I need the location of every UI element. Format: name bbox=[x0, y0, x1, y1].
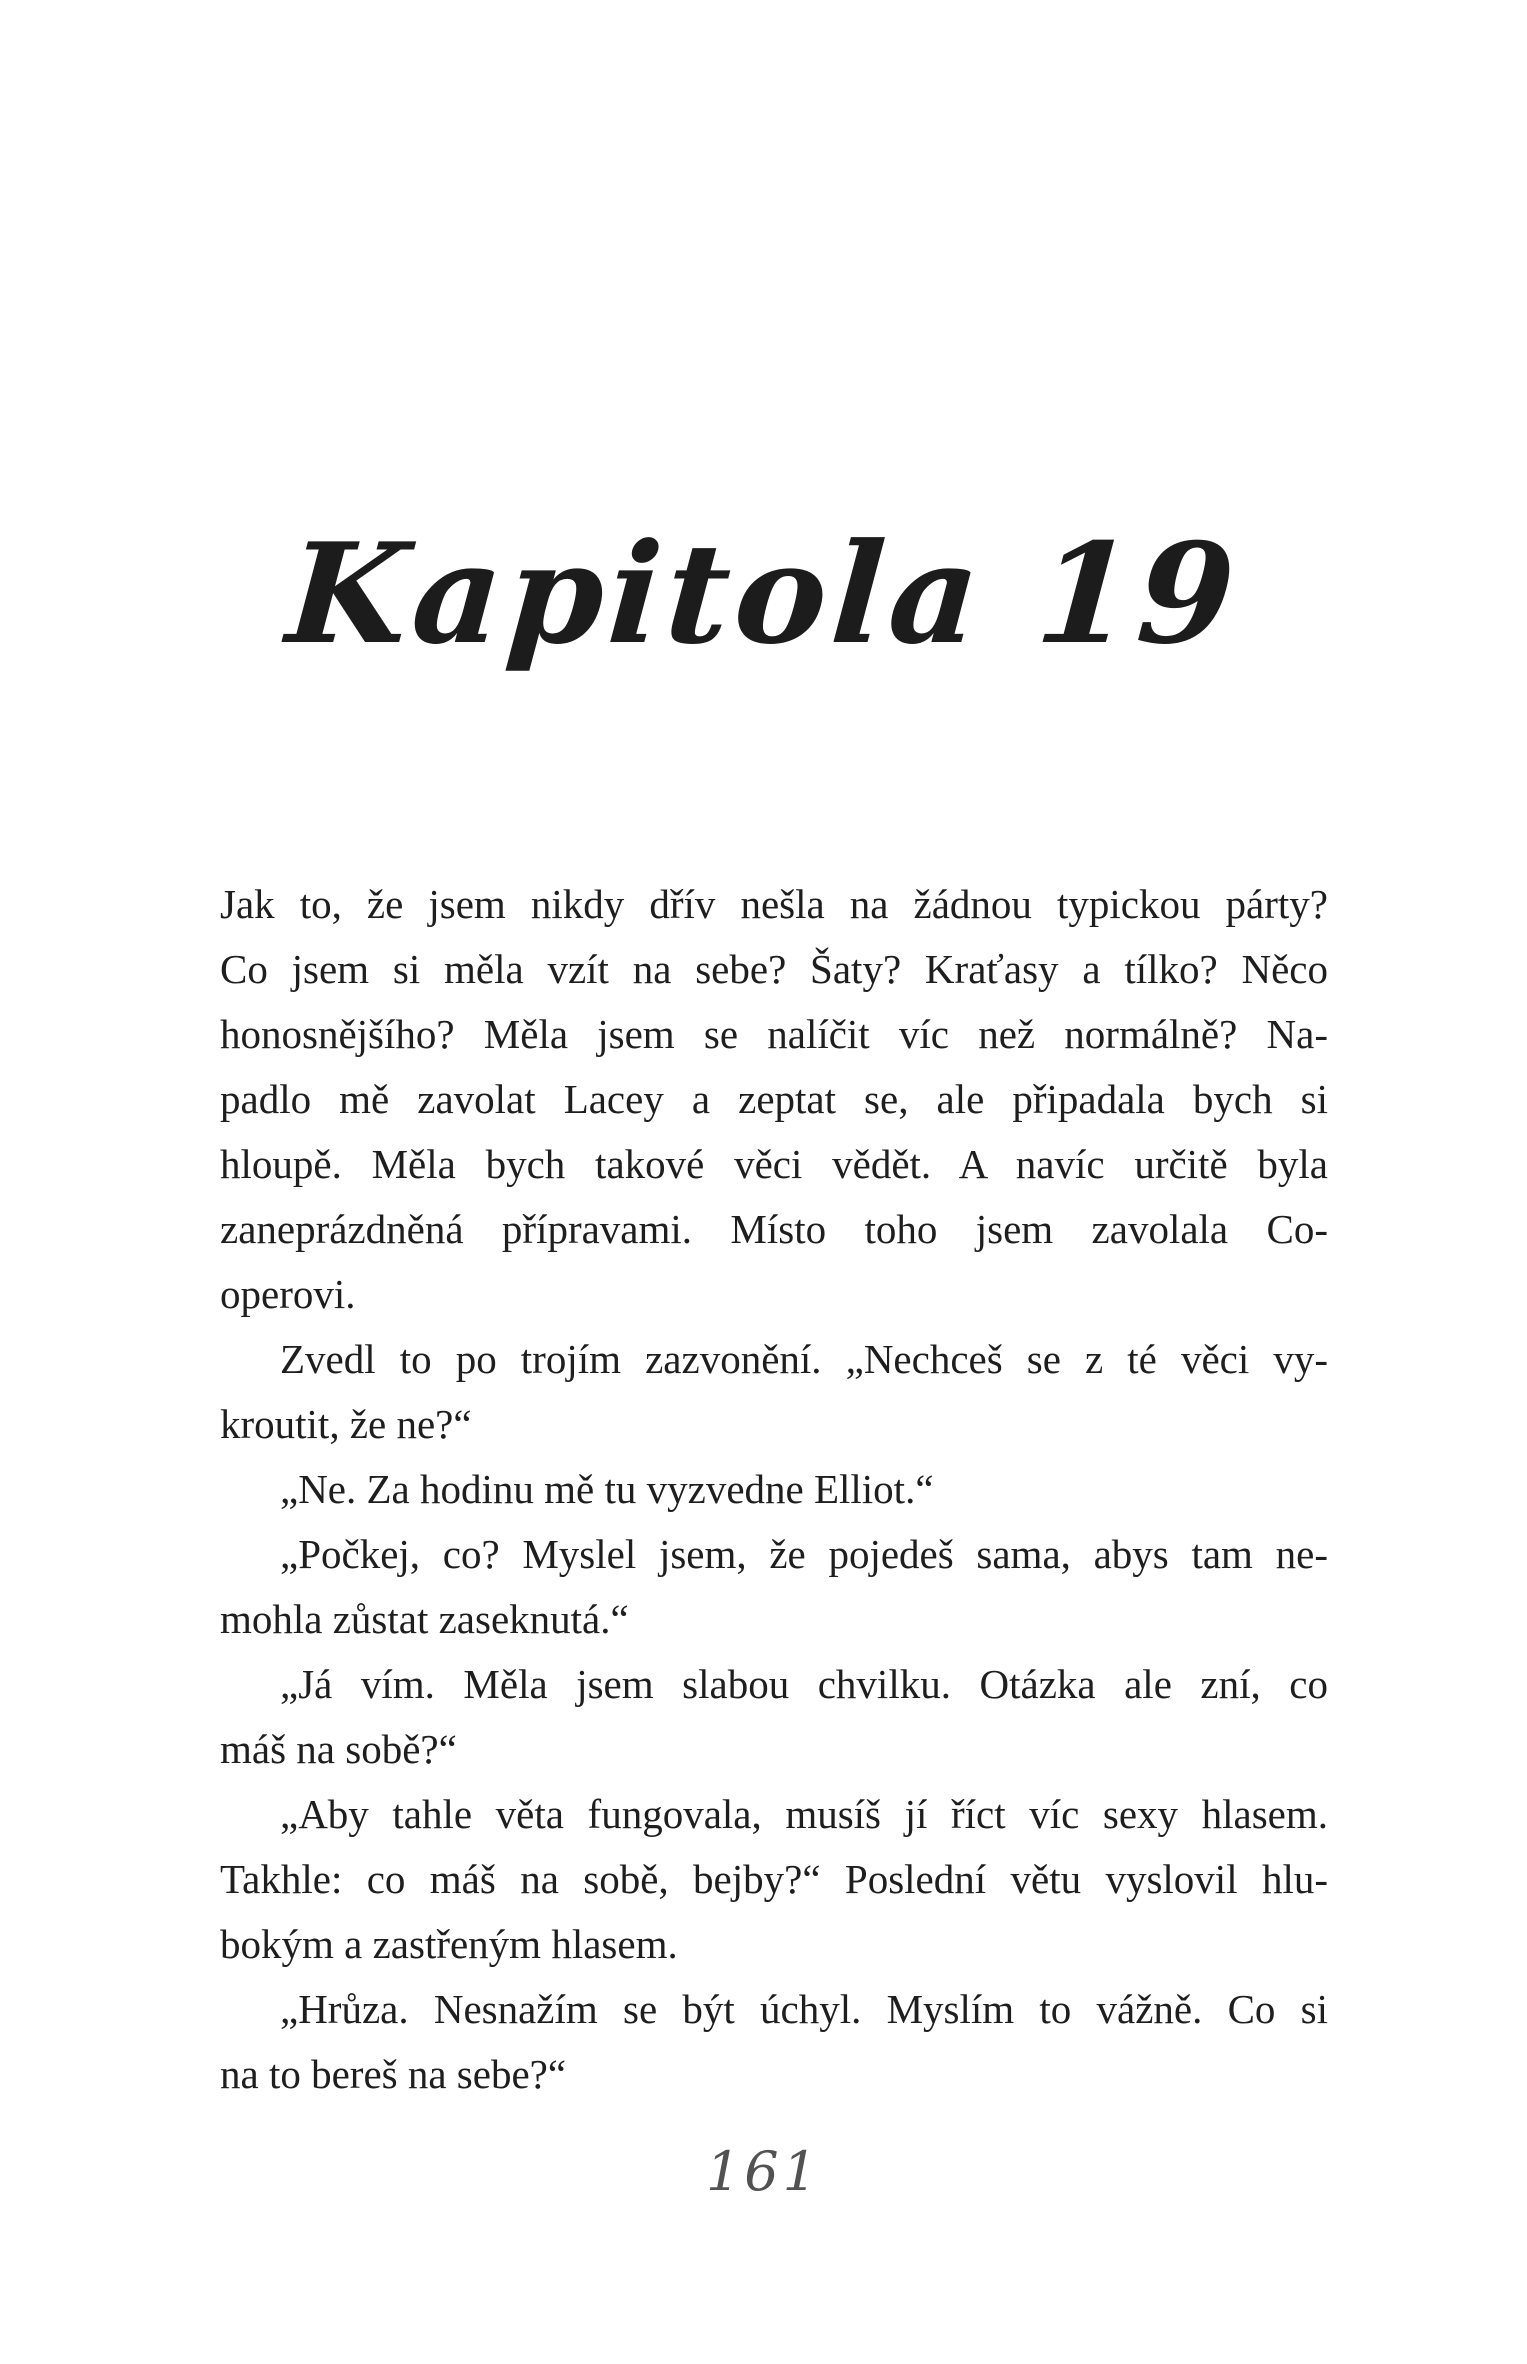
text-line: padlo mě zavolat Lacey a zeptat se, ale připadala bych si bbox=[220, 1076, 1328, 1122]
text-line: bokým a zastřeným hlasem. bbox=[220, 1921, 678, 1967]
paragraph bbox=[220, 1782, 1328, 1977]
chapter-title: Kapitola 19 bbox=[282, 512, 1245, 675]
paragraph bbox=[220, 1522, 1328, 1652]
text-line: honosnějšího? Měla jsem se nalíčit víc než normálně? Na- bbox=[220, 1011, 1328, 1057]
text-line: „Já vím. Měla jsem slabou chvilku. Otázka ale zní, co bbox=[280, 1661, 1328, 1707]
text-line: zaneprázdněná přípravami. Místo toho jsem zavolala Co- bbox=[220, 1206, 1328, 1252]
body-text bbox=[220, 872, 1328, 2107]
paragraph bbox=[220, 1652, 1328, 1782]
text-line: „Ne. Za hodinu mě tu vyzvedne Elliot.“ bbox=[280, 1466, 934, 1512]
text-line: na to bereš na sebe?“ bbox=[220, 2051, 567, 2097]
paragraph bbox=[220, 872, 1328, 1327]
paragraph bbox=[220, 1457, 1328, 1522]
text-line: kroutit, že ne?“ bbox=[220, 1401, 472, 1447]
paragraph bbox=[220, 1977, 1328, 2107]
text-line: hloupě. Měla bych takové věci vědět. A navíc určitě byla bbox=[220, 1141, 1328, 1187]
text-line: Jak to, že jsem nikdy dřív nešla na žádnou typickou párty? bbox=[220, 881, 1328, 927]
page-number: 161 bbox=[705, 2140, 822, 2203]
text-line: operovi. bbox=[220, 1271, 356, 1317]
text-line: máš na sobě?“ bbox=[220, 1726, 457, 1772]
text-line: Co jsem si měla vzít na sebe? Šaty? Kraťasy a tílko? Něco bbox=[220, 946, 1328, 992]
text-line: Takhle: co máš na sobě, bejby?“ Poslední větu vyslovil hlu- bbox=[220, 1856, 1328, 1902]
text-line: „Hrůza. Nesnažím se být úchyl. Myslím to vážně. Co si bbox=[280, 1986, 1328, 2032]
text-line: „Počkej, co? Myslel jsem, že pojedeš sama, abys tam ne- bbox=[280, 1531, 1328, 1577]
paragraph bbox=[220, 1327, 1328, 1457]
text-line: „Aby tahle věta fungovala, musíš jí říct víc sexy hlasem. bbox=[280, 1791, 1328, 1837]
text-line: mohla zůstat zaseknutá.“ bbox=[220, 1596, 629, 1642]
text-line: Zvedl to po trojím zazvonění. „Nechceš se z té věci vy- bbox=[280, 1336, 1328, 1382]
